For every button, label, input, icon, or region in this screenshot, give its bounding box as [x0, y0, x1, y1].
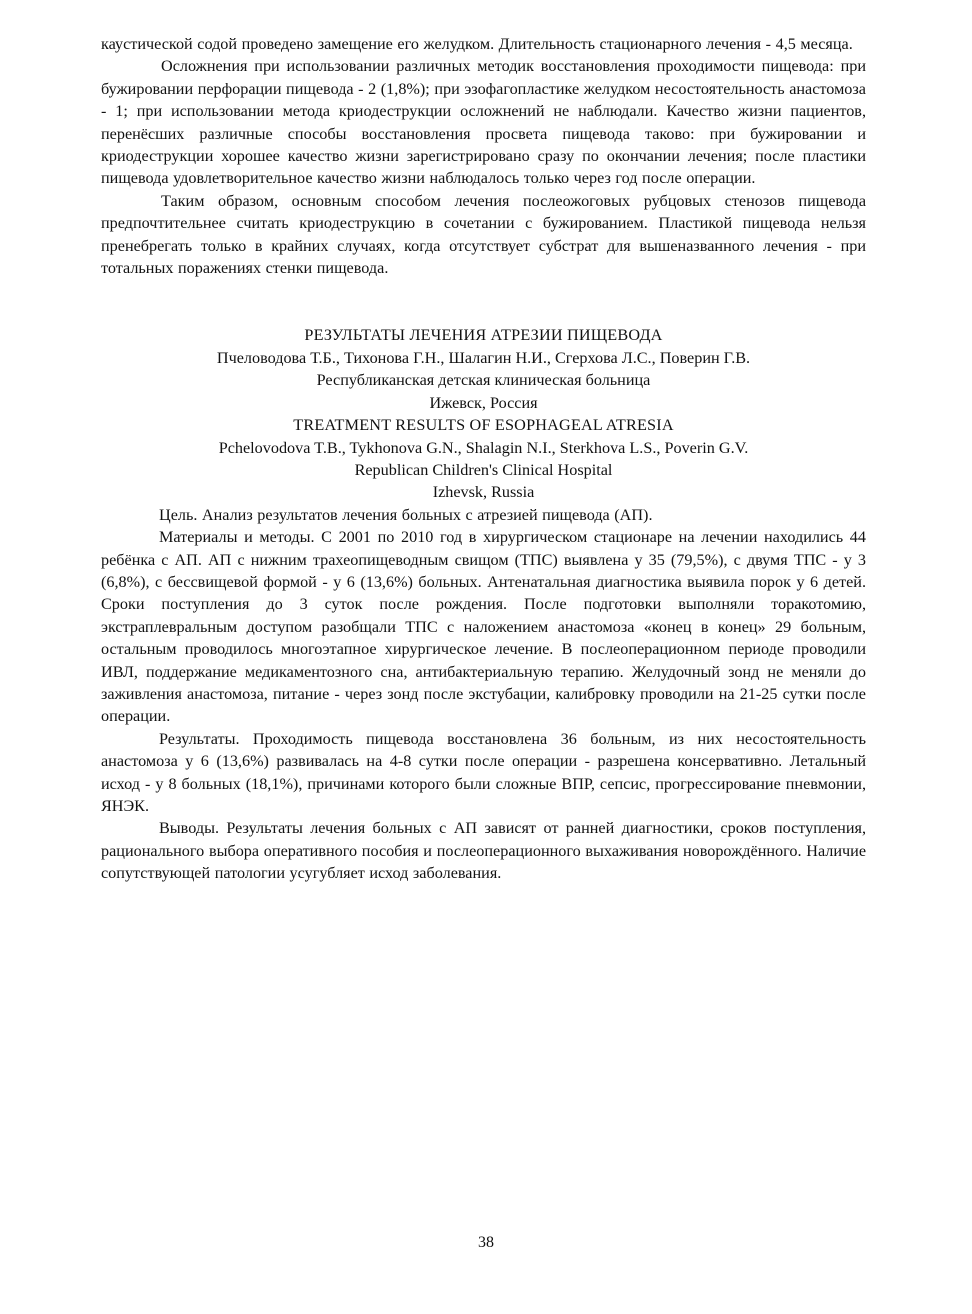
intro-paragraph-conclusion: Таким образом, основным способом лечения послеожоговых рубцовых стенозов пищевода предпочтительнее считать криодеструкцию в сочетании с бужированием. Пластикой пищевода нельзя пренебрегать только в крайних случаях, когда отсутствует субстрат для вышеназванного лечения - при тотальных поражениях стенки пищевода.: [101, 191, 866, 278]
article-paragraph-conclusions: Выводы. Результаты лечения больных с АП зависят от ранней диагностики, сроков поступления, рационального выбора оперативного пособия и послеоперационного выхаживания новорождённого. Наличие сопутствующей патологии усугубляет исход заболевания.: [101, 819, 866, 883]
article-city-ru: Ижевск, Россия: [429, 393, 538, 412]
article-title-ru: РЕЗУЛЬТАТЫ ЛЕЧЕНИЯ АТРЕЗИИ ПИЩЕВОДА: [304, 326, 663, 345]
article-paragraph-methods: Материалы и методы. С 2001 по 2010 год в хирургическом стационаре на лечении находились 44 ребёнка с АП. АП с нижним трахеопищеводным свищом (ТПС) выявлена у 35 (79,5%), с двумя ТПС - у 3 (6,8%), с бессвищевой формой - у 6 (13,6%) больных. Антенатальная диагностика выявила порок у 6 детей. Сроки поступления до 3 суток после рождения. После подготовки выполняли торакотомию, экстраплевральным доступом разобщали ТПС с наложением анастомоза «конец в конец» 29 больным, остальным проводилось многоэтапное хирургическое лечение. В послеоперационном периоде проводили ИВЛ, поддержание медикаментозного сна, антибактериальную терапию. Желудочный зонд не меняли до заживления анастомоза, питание - через зонд после экстубации, калибровку проводили на 21-25 сутки после операции.: [101, 528, 866, 726]
article-authors-ru: Пчеловодова Т.Б., Тихонова Г.Н., Шалагин Н.И., Сгерхова Л.С., Поверин Г.В.: [216, 348, 751, 367]
intro-paragraph-continuation: каустической содой проведено замещение его желудком. Длительность стационарного лечения - 4,5 месяца.: [101, 35, 853, 53]
page-number: 38: [478, 1234, 494, 1251]
article-title-en: TREATMENT RESULTS OF ESOPHAGEAL ATRESIA: [293, 416, 674, 435]
article-paragraph-results: Результаты. Проходимость пищевода восстановлена 36 больным, из них несостоятельность анастомоза у 6 (13,6%) развивалась на 4-8 сутки после операции - разрешена консервативно. Летальный исход - у 8 больных (18,1%), причинами которого были сложные ВПР, сепсис, прогрессирование пневмонии, ЯНЭК.: [101, 729, 866, 815]
article-institution-ru: Республиканская детская клиническая больница: [316, 371, 651, 390]
article-institution-en: Republican Children's Clinical Hospital: [354, 460, 613, 479]
section-gap: [101, 279, 866, 324]
article-body: [101, 504, 866, 885]
article-city-en: Izhevsk, Russia: [432, 483, 535, 502]
article-authors-en: Pchelovodova T.B., Tykhonova G.N., Shalagin N.I., Sterkhova L.S., Poverin G.V.: [218, 438, 749, 457]
page-content: [101, 33, 866, 885]
intro-paragraph-complications: Осложнения при использовании различных методик восстановления проходимости пищевода: при бужировании перфорации пищевода - 2 (1,8%); при эзофагопластике желудком несостоятельность анастомоза - 1; при использовании метода криодеструкции осложнений не наблюдали. Качество жизни пациентов, перенёсших различные способы восстановления просвета пищевода таково: при бужировании и криодеструкции хорошее качество жизни зарегистрировано сразу по окончании лечения; после пластики пищевода удовлетворительное качество жизни наблюдалось только через год после операции.: [101, 57, 866, 188]
article-paragraph-aim: Цель. Анализ результатов лечения больных с атрезией пищевода (АП).: [159, 505, 653, 524]
article-header: [101, 324, 866, 503]
